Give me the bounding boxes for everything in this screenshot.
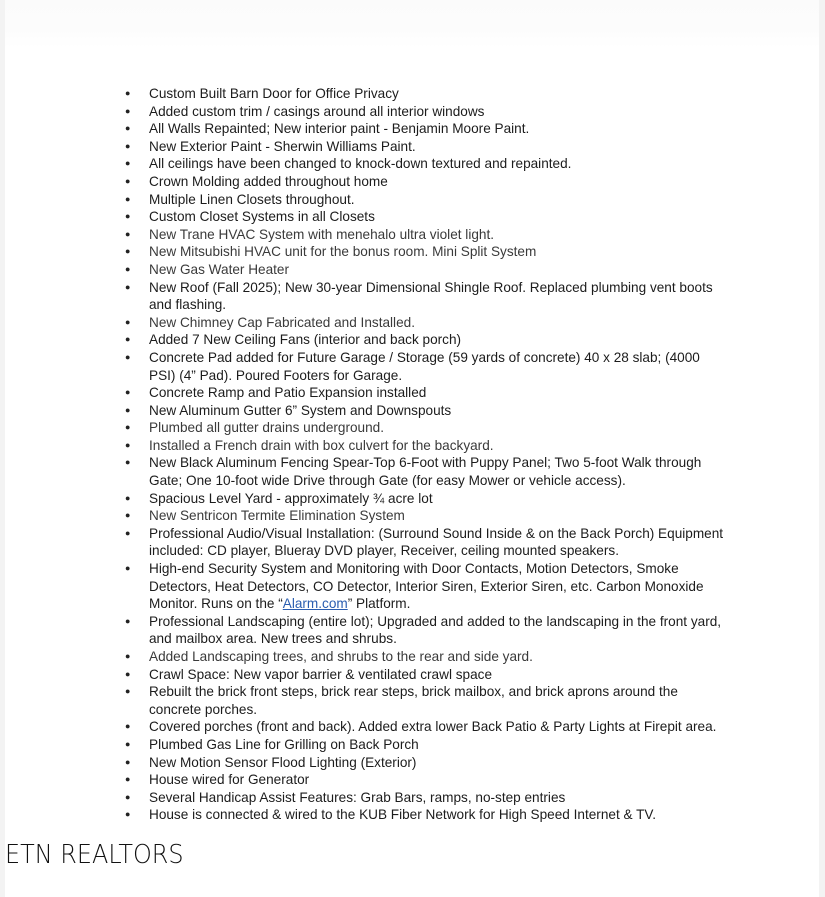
feature-list-item: ● Professional Audio/Visual Installation: (Surround Sound Inside & on the Back Porch) Equipment included: CD player, Blueray DVD player, Receiver, ceiling mounted speakers. xyxy=(125,525,725,560)
feature-list-item: ● Rebuilt the brick front steps, brick rear steps, brick mailbox, and brick aprons around the concrete porches. xyxy=(125,683,725,718)
feature-list-item: ● Several Handicap Assist Features: Grab Bars, ramps, no-step entries xyxy=(125,789,725,807)
feature-list-item: ● Added custom trim / casings around all interior windows xyxy=(125,103,725,121)
feature-list-item: ● Crown Molding added throughout home xyxy=(125,173,725,191)
feature-list-item: ● New Trane HVAC System with menehalo ultra violet light. xyxy=(125,226,725,244)
feature-list-item: ● New Mitsubishi HVAC unit for the bonus room. Mini Split System xyxy=(125,243,725,261)
document-page xyxy=(5,0,819,897)
feature-text: High-end Security System and Monitoring with Door Contacts, Motion Detectors, Smoke Detectors, Heat Detectors, CO Detector, Interior Siren, Exterior Siren, etc. Carbon Monoxide Monitor. Runs on the “ xyxy=(149,561,704,612)
feature-list-item: ● House wired for Generator xyxy=(125,771,725,789)
feature-list-item: ● Installed a French drain with box culvert for the backyard. xyxy=(125,437,725,455)
feature-list-item: ● New Sentricon Termite Elimination System xyxy=(125,507,725,525)
feature-list-item: ● Plumbed Gas Line for Grilling on Back Porch xyxy=(125,736,725,754)
feature-list-item: ● Added Landscaping trees, and shrubs to the rear and side yard. xyxy=(125,648,725,666)
alarm-com-link[interactable]: Alarm.com xyxy=(282,596,348,612)
feature-list-item: ● Added 7 New Ceiling Fans (interior and back porch) xyxy=(125,331,725,349)
feature-list-item: ● Covered porches (front and back). Added extra lower Back Patio & Party Lights at Firepit area. xyxy=(125,718,725,736)
feature-list-item: ● New Aluminum Gutter 6” System and Downspouts xyxy=(125,402,725,420)
feature-list-item: ● New Motion Sensor Flood Lighting (Exterior) xyxy=(125,754,725,772)
feature-list-item: ● All Walls Repainted; New interior paint - Benjamin Moore Paint. xyxy=(125,120,725,138)
feature-list-item: ● House is connected & wired to the KUB Fiber Network for High Speed Internet & TV. xyxy=(125,806,725,824)
feature-list-item: ● Multiple Linen Closets throughout. xyxy=(125,191,725,209)
feature-list-item: ● Plumbed all gutter drains underground. xyxy=(125,419,725,437)
feature-list-item xyxy=(125,560,725,613)
brand-watermark: ETN REALTORS xyxy=(5,840,184,870)
feature-text: ” Platform. xyxy=(347,596,411,612)
feature-list-item: ● Crawl Space: New vapor barrier & ventilated crawl space xyxy=(125,666,725,684)
feature-list-item: ● Spacious Level Yard - approximately ¾ acre lot xyxy=(125,490,725,508)
feature-list-item: ● All ceilings have been changed to knock-down textured and repainted. xyxy=(125,155,725,173)
home-features-list xyxy=(125,85,725,824)
feature-list-item: ● Concrete Pad added for Future Garage / Storage (59 yards of concrete) 40 x 28 slab; (4000 PSI) (4” Pad). Poured Footers for Garage. xyxy=(125,349,725,384)
feature-list-item: ● New Roof (Fall 2025); New 30-year Dimensional Shingle Roof. Replaced plumbing vent boots and flashing. xyxy=(125,279,725,314)
feature-list-item: ● New Exterior Paint - Sherwin Williams Paint. xyxy=(125,138,725,156)
feature-list-item: ● Custom Built Barn Door for Office Privacy xyxy=(125,85,725,103)
feature-list-item: ● Custom Closet Systems in all Closets xyxy=(125,208,725,226)
feature-list-item: ● New Gas Water Heater xyxy=(125,261,725,279)
top-fade-band xyxy=(5,0,819,48)
feature-list-item: ● New Chimney Cap Fabricated and Installed. xyxy=(125,314,725,332)
feature-list-item: ● Professional Landscaping (entire lot); Upgraded and added to the landscaping in the front yard, and mailbox area. New trees and shrubs. xyxy=(125,613,725,648)
feature-list-item: ● New Black Aluminum Fencing Spear-Top 6-Foot with Puppy Panel; Two 5-foot Walk through Gate; One 10-foot wide Drive through Gate (for easy Mower or vehicle access). xyxy=(125,454,725,489)
feature-list-item: ● Concrete Ramp and Patio Expansion installed xyxy=(125,384,725,402)
